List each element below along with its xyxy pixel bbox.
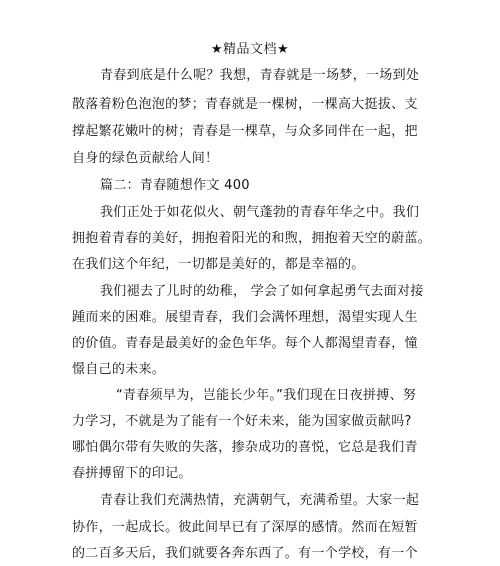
- text-line: 青春到底是什么呢？我想，青春就是一场梦，一场到处: [100, 68, 420, 83]
- text-line: 春拼搏留下的印记。: [72, 466, 192, 481]
- text-line: 的价值。青春是最美好的金色年华。每个人都渴望青春，憧: [72, 336, 418, 351]
- text-line: 拥抱着青春的美好，拥抱着阳光的和煦，拥抱着天空的蔚蓝。: [72, 231, 432, 246]
- text-line: 自身的绿色贡献给人间！: [72, 151, 219, 166]
- text-line: 协作，一起成长。彼此间早已有了深厚的感情。然而在短暂: [72, 520, 418, 535]
- text-line: 力学习，不就是为了能有一个好未来，能为国家做贡献吗?: [72, 414, 412, 429]
- text-line: 的二百多天后，我们就要各奔东西了。有一个学校，有一个: [72, 546, 418, 561]
- text-line: 散落着粉色泡泡的梦；青春就是一棵树，一棵高大挺拔、支: [72, 97, 418, 112]
- text-line: 我们褪去了儿时的幼稚， 学会了如何拿起勇气去面对接: [100, 284, 424, 299]
- section-heading: 篇二：青春随想作文 400: [100, 178, 250, 193]
- text-line: 撑起繁花嫩叶的树；青春是一棵草，与众多同伴在一起，把: [72, 124, 418, 139]
- text-line: 青春让我们充满热情，充满朝气，充满希望。大家一起: [100, 493, 420, 508]
- text-line: 我们正处于如花似火、朝气蓬勃的青春年华之中。我们: [100, 205, 420, 220]
- text-line: 踵而来的困难。展望青春，我们会满怀理想，渴望实现人生: [72, 310, 418, 325]
- text-line: 哪怕偶尔带有失败的失落，掺杂成功的喜悦，它总是我们青: [72, 440, 418, 455]
- text-line: 在我们这个年纪，一切都是美好的，都是幸福的。: [72, 257, 365, 272]
- document-header: ★精品文档★: [210, 42, 290, 57]
- text-line: 憬自己的未来。: [72, 362, 166, 377]
- text-line: “青春须早为，岂能长少年。”我们现在日夜拼搏、努: [116, 388, 417, 403]
